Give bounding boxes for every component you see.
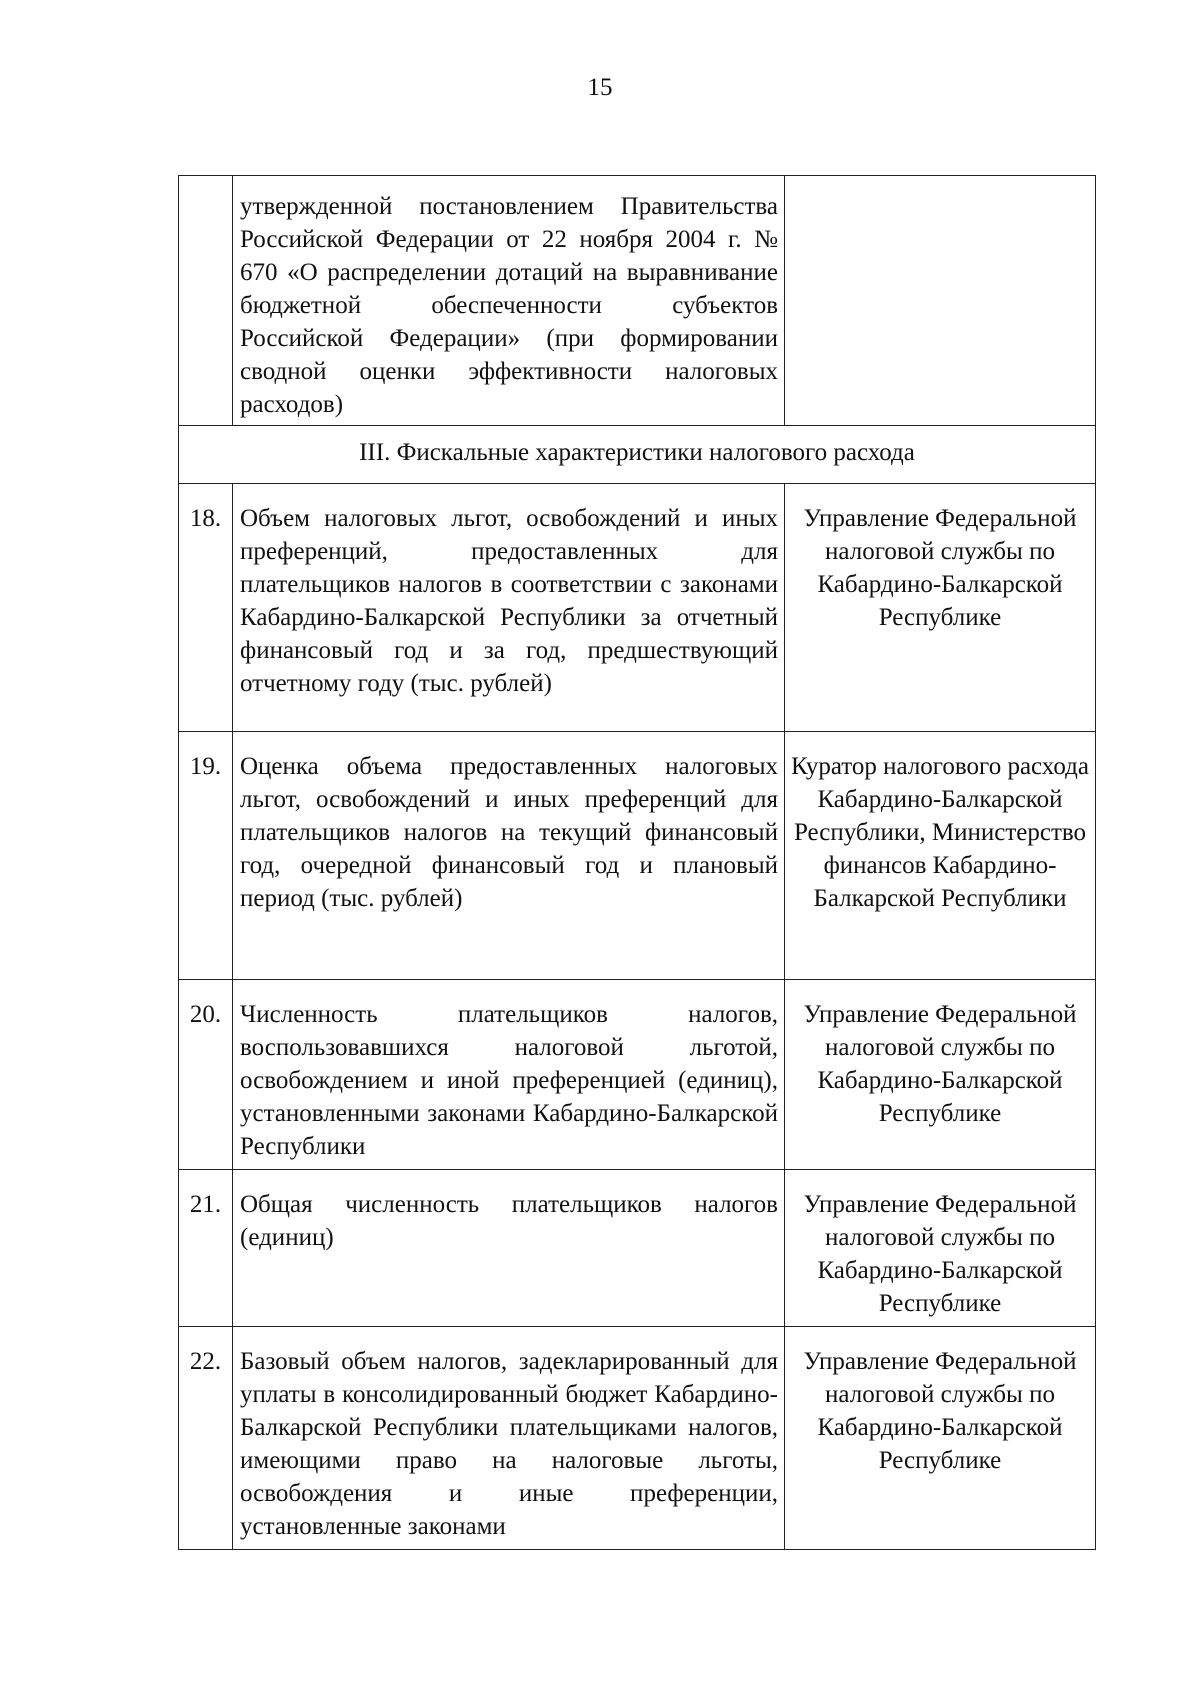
row-number (179, 176, 233, 426)
row-description: Объем налоговых льгот, освобождений и иных преференций, предоставленных для плательщиков налогов в соответствии с законами Кабардино-Балкарской Республики за отчетный финансовый год и за год, предшествующий отчетному году (тыс. рублей) (233, 484, 785, 732)
row-number: 19. (179, 732, 233, 980)
section-header-row (179, 426, 1096, 484)
table-row (179, 176, 1096, 426)
row-description: Общая численность плательщиков налогов (единиц) (233, 1170, 785, 1327)
table-row (179, 484, 1096, 732)
row-responsible (785, 176, 1096, 426)
row-description: утвержденной постановлением Правительства Российской Федерации от 22 ноября 2004 г. № 670 «О распределении дотаций на выравнивание бюджетной обеспеченности субъектов Российской Федерации» (при формировании сводной оценки эффективности налоговых расходов) (233, 176, 785, 426)
row-number: 20. (179, 980, 233, 1170)
tax-expenditure-table (178, 175, 1096, 1550)
row-number: 22. (179, 1327, 233, 1550)
row-description: Базовый объем налогов, задекларированный для уплаты в консолидированный бюджет Кабардино-Балкарской Республики плательщиками налогов, имеющими право на налоговые льготы, освобождения и иные преференции, установленные законами (233, 1327, 785, 1550)
table-row (179, 980, 1096, 1170)
table-row (179, 1327, 1096, 1550)
row-responsible: Управление Федеральной налоговой службы по Кабардино-Балкарской Республике (785, 1170, 1096, 1327)
row-responsible: Управление Федеральной налоговой службы по Кабардино-Балкарской Республике (785, 484, 1096, 732)
page-number: 15 (587, 74, 613, 101)
table-row (179, 732, 1096, 980)
row-responsible: Управление Федеральной налоговой службы по Кабардино-Балкарской Республике (785, 980, 1096, 1170)
row-number: 18. (179, 484, 233, 732)
row-description: Численность плательщиков налогов, воспользовавшихся налоговой льготой, освобождением и иной преференцией (единиц), установленными законами Кабардино-Балкарской Республики (233, 980, 785, 1170)
row-number: 21. (179, 1170, 233, 1327)
table-row (179, 1170, 1096, 1327)
section-header: III. Фискальные характеристики налогового расхода (179, 426, 1096, 484)
row-responsible: Куратор налогового расхода Кабардино-Балкарской Республики, Министерство финансов Кабардино-Балкарской Республики (785, 732, 1096, 980)
row-responsible: Управление Федеральной налоговой службы по Кабардино-Балкарской Республике (785, 1327, 1096, 1550)
row-description: Оценка объема предоставленных налоговых льгот, освобождений и иных преференций для плательщиков налогов на текущий финансовый год, очередной финансовый год и плановый период (тыс. рублей) (233, 732, 785, 980)
